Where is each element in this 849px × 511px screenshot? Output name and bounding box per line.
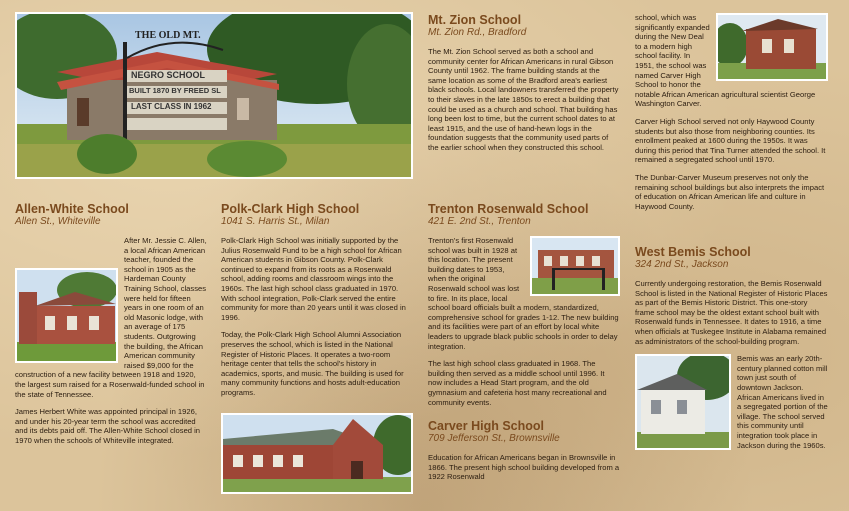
- polk-clark-address: 1041 S. Harris St., Milan: [221, 216, 330, 227]
- trenton-title: Trenton Rosenwald School: [428, 202, 589, 216]
- sign-line-3: BUILT 1870 BY FREED SL: [129, 86, 221, 95]
- polk-clark-section: [221, 202, 414, 406]
- allen-white-photo: [15, 268, 118, 363]
- sign-line-1: THE OLD MT.: [135, 30, 201, 41]
- carver-continued-text-2: Carver High School served not only Haywood County students but also those from neighboring counties. Its enrollment peaked at 1600 during the 1950s. It was during this period that Tina Turner attended the school. It remained a segregated school until 1970.: [635, 116, 826, 165]
- trenton-photo: [530, 236, 620, 296]
- polk-clark-title: Polk-Clark High School: [221, 202, 360, 216]
- trenton-section: [428, 202, 620, 490]
- west-bemis-photo: [635, 354, 731, 450]
- carver-continued-text-1: school, which was significantly expanded during the New Deal to a modern high school facility. In 1951, the school was named Carver High School to honor the notable African American agricultural scientist George Washington Carver.: [635, 13, 816, 109]
- carver-high-photo: [716, 13, 828, 81]
- polk-clark-text-1: Polk-Clark High School was initially supported by the Julius Rosenwald Fund to be a high school for African American students in Gibson County. Polk-Clark continued to expand from its roots as a Rosenwald school, adding rooms and classroom wings into the 1960s. The last high school class graduated in 1970. With school integration, Polk-Clark served the entire community for more than 20 years until it was closed in 1996.: [221, 236, 406, 322]
- west-bemis-section: [635, 245, 828, 458]
- allen-white-section: [15, 202, 207, 453]
- trenton-text-2: The last high school class graduated in 1968. The building then served as a middle school until 1996. It now includes a Head Start program, and the old gymnasium and cafeteria host many recreational and community events.: [428, 359, 607, 407]
- allen-white-address: Allen St., Whiteville: [15, 216, 101, 227]
- mt-zion-text: The Mt. Zion School served as both a school and community center for African Americans in rural Gibson County until 1962. The frame building stands at the same location as some of the Bradford area's earliest black schools. Local landowners transferred the property to their slaves in the late 1850s to erect a building that could be used as a church and school. That building has long been lost to time, but the current school dates to at least 1915, and the use of hand-hewn logs in the foundation suggests that the community used parts of the earlier school when they constructed this school.: [428, 47, 619, 152]
- west-bemis-title: West Bemis School: [635, 245, 751, 259]
- allen-white-text-2: James Herbert White was appointed principal in 1926, and under his 20-year term the school was accredited and its debts paid off. The Allen-White School closed in 1970 when the schools of Whiteville integrated.: [15, 407, 201, 445]
- sign-line-4: LAST CLASS IN 1962: [131, 102, 212, 111]
- mt-zion-photo: [15, 12, 413, 179]
- carver-continued-section: [635, 13, 828, 219]
- west-bemis-text-2: Bemis was an early 20th-century planned cotton mill town just south of downtown Jackson. African Americans lived in a segregated portion of the village. The school served this community until integration took place in Jackson during the 1960s.: [737, 354, 828, 450]
- carver-continued-text-3: The Dunbar-Carver Museum preserves not only the remaining school buildings but also interprets the impact of education on African American life and culture in Haywood County.: [635, 172, 825, 211]
- trenton-text-1: Trenton's first Rosenwald school was built in 1928 at this location. The present building dates to 1953, when the original Rosenwald school was lost to fire. In its place, local school board officials built a modern, standardized, comprehensive school for grades 1-12. The new building and its facilities were part of an effort by local white leaders to upgrade black public schools in order to delay integration.: [428, 236, 619, 351]
- allen-white-text-1: After Mr. Jessie C. Allen, a local African American teacher, founded the school in 1905 as the Hardeman County Training School, classes were held for fifteen years in one room of an old Masonic lodge, with an average of 175 students. Outgrowing the building, the African American community raised $9,000 for the construction of a new facility between 1918 and 1920, the largest sum raised for a Rosenwald-funded school in the state of Tennessee.: [15, 236, 207, 399]
- polk-clark-text-2: Today, the Polk-Clark High School Alumni Association preserves the school, which is listed in the National Register of Historic Places. It operates a two-room heritage center that tells the school's history in academics, sports, and music. The building is used for many community functions and hosts adult-education programs.: [221, 330, 404, 397]
- west-bemis-address: 324 2nd St., Jackson: [635, 259, 729, 270]
- mt-zion-section: [428, 13, 620, 161]
- mt-zion-title: Mt. Zion School: [428, 13, 522, 27]
- trenton-address: 421 E. 2nd St., Trenton: [428, 216, 531, 227]
- carver-title: Carver High School: [428, 419, 544, 434]
- west-bemis-text-1: Currently undergoing restoration, the Bemis Rosenwald School is listed in the National Register of Historic Places as part of the Bemis Historic District. This one-story frame school may be the oldest extant school built with Rosenwald funds in Tennessee. It dates to 1916, a time when officials at Tuskegee Institute in Alabama remained as administrators of the school-building program.: [635, 279, 828, 346]
- carver-address: 709 Jefferson St., Brownsville: [428, 433, 560, 445]
- mt-zion-address: Mt. Zion Rd., Bradford: [428, 27, 527, 38]
- polk-clark-photo: [221, 413, 413, 494]
- sign-line-2: NEGRO SCHOOL: [131, 70, 206, 80]
- allen-white-title: Allen-White School: [15, 202, 129, 216]
- carver-text: Education for African Americans began in Brownsville in 1866. The present high school building developed from a 1922 Rosenwald: [428, 453, 620, 482]
